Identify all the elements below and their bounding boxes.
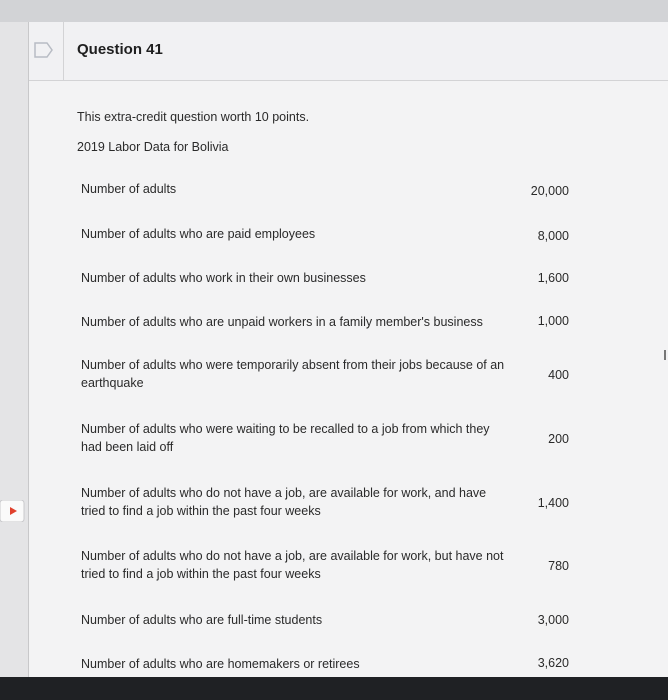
- row-value: 3,620: [537, 656, 569, 670]
- row-value: 3,000: [537, 613, 569, 627]
- row-label: Number of adults who were temporarily absent from their jobs because of an earthquake: [81, 358, 505, 390]
- row-label: Number of adults who are paid employees: [81, 227, 316, 241]
- table-caption: 2019 Labor Data for Bolivia: [77, 140, 229, 154]
- browser-top-strip: [0, 0, 668, 22]
- row-value: 400: [548, 368, 569, 382]
- intro-text: This extra-credit question worth 10 points.: [77, 110, 310, 124]
- row-label: Number of adults who work in their own businesses: [81, 271, 366, 285]
- row-value: 200: [548, 432, 569, 446]
- row-label: Number of adults who do not have a job, are available for work, but have not tried to find a job within the past four weeks: [81, 549, 504, 581]
- row-label: Number of adults: [81, 182, 177, 196]
- bottom-bar: [0, 677, 668, 700]
- row-value: 1,000: [537, 314, 569, 328]
- question-header: [29, 22, 668, 81]
- scroll-edge-marker: [664, 350, 666, 360]
- row-label: Number of adults who were waiting to be recalled to a job from which they had been laid off: [81, 422, 490, 454]
- row-value: 1,400: [537, 496, 569, 510]
- question-card: [28, 22, 668, 677]
- current-question-arrow-icon[interactable]: [0, 500, 28, 522]
- row-value: 780: [548, 559, 569, 573]
- flag-icon[interactable]: [33, 42, 55, 58]
- row-label: Number of adults who do not have a job, are available for work, and have tried to find a job within the past four weeks: [81, 486, 487, 518]
- row-value: 8,000: [537, 229, 569, 243]
- row-label: Number of adults who are full-time students: [81, 613, 323, 627]
- row-label: Number of adults who are homemakers or retirees: [81, 657, 360, 671]
- row-label: Number of adults who are unpaid workers in a family member's business: [81, 315, 483, 329]
- question-title: Question 41: [77, 41, 163, 58]
- row-value: 1,600: [537, 271, 569, 285]
- row-value: 20,000: [530, 184, 569, 198]
- header-divider: [63, 22, 64, 80]
